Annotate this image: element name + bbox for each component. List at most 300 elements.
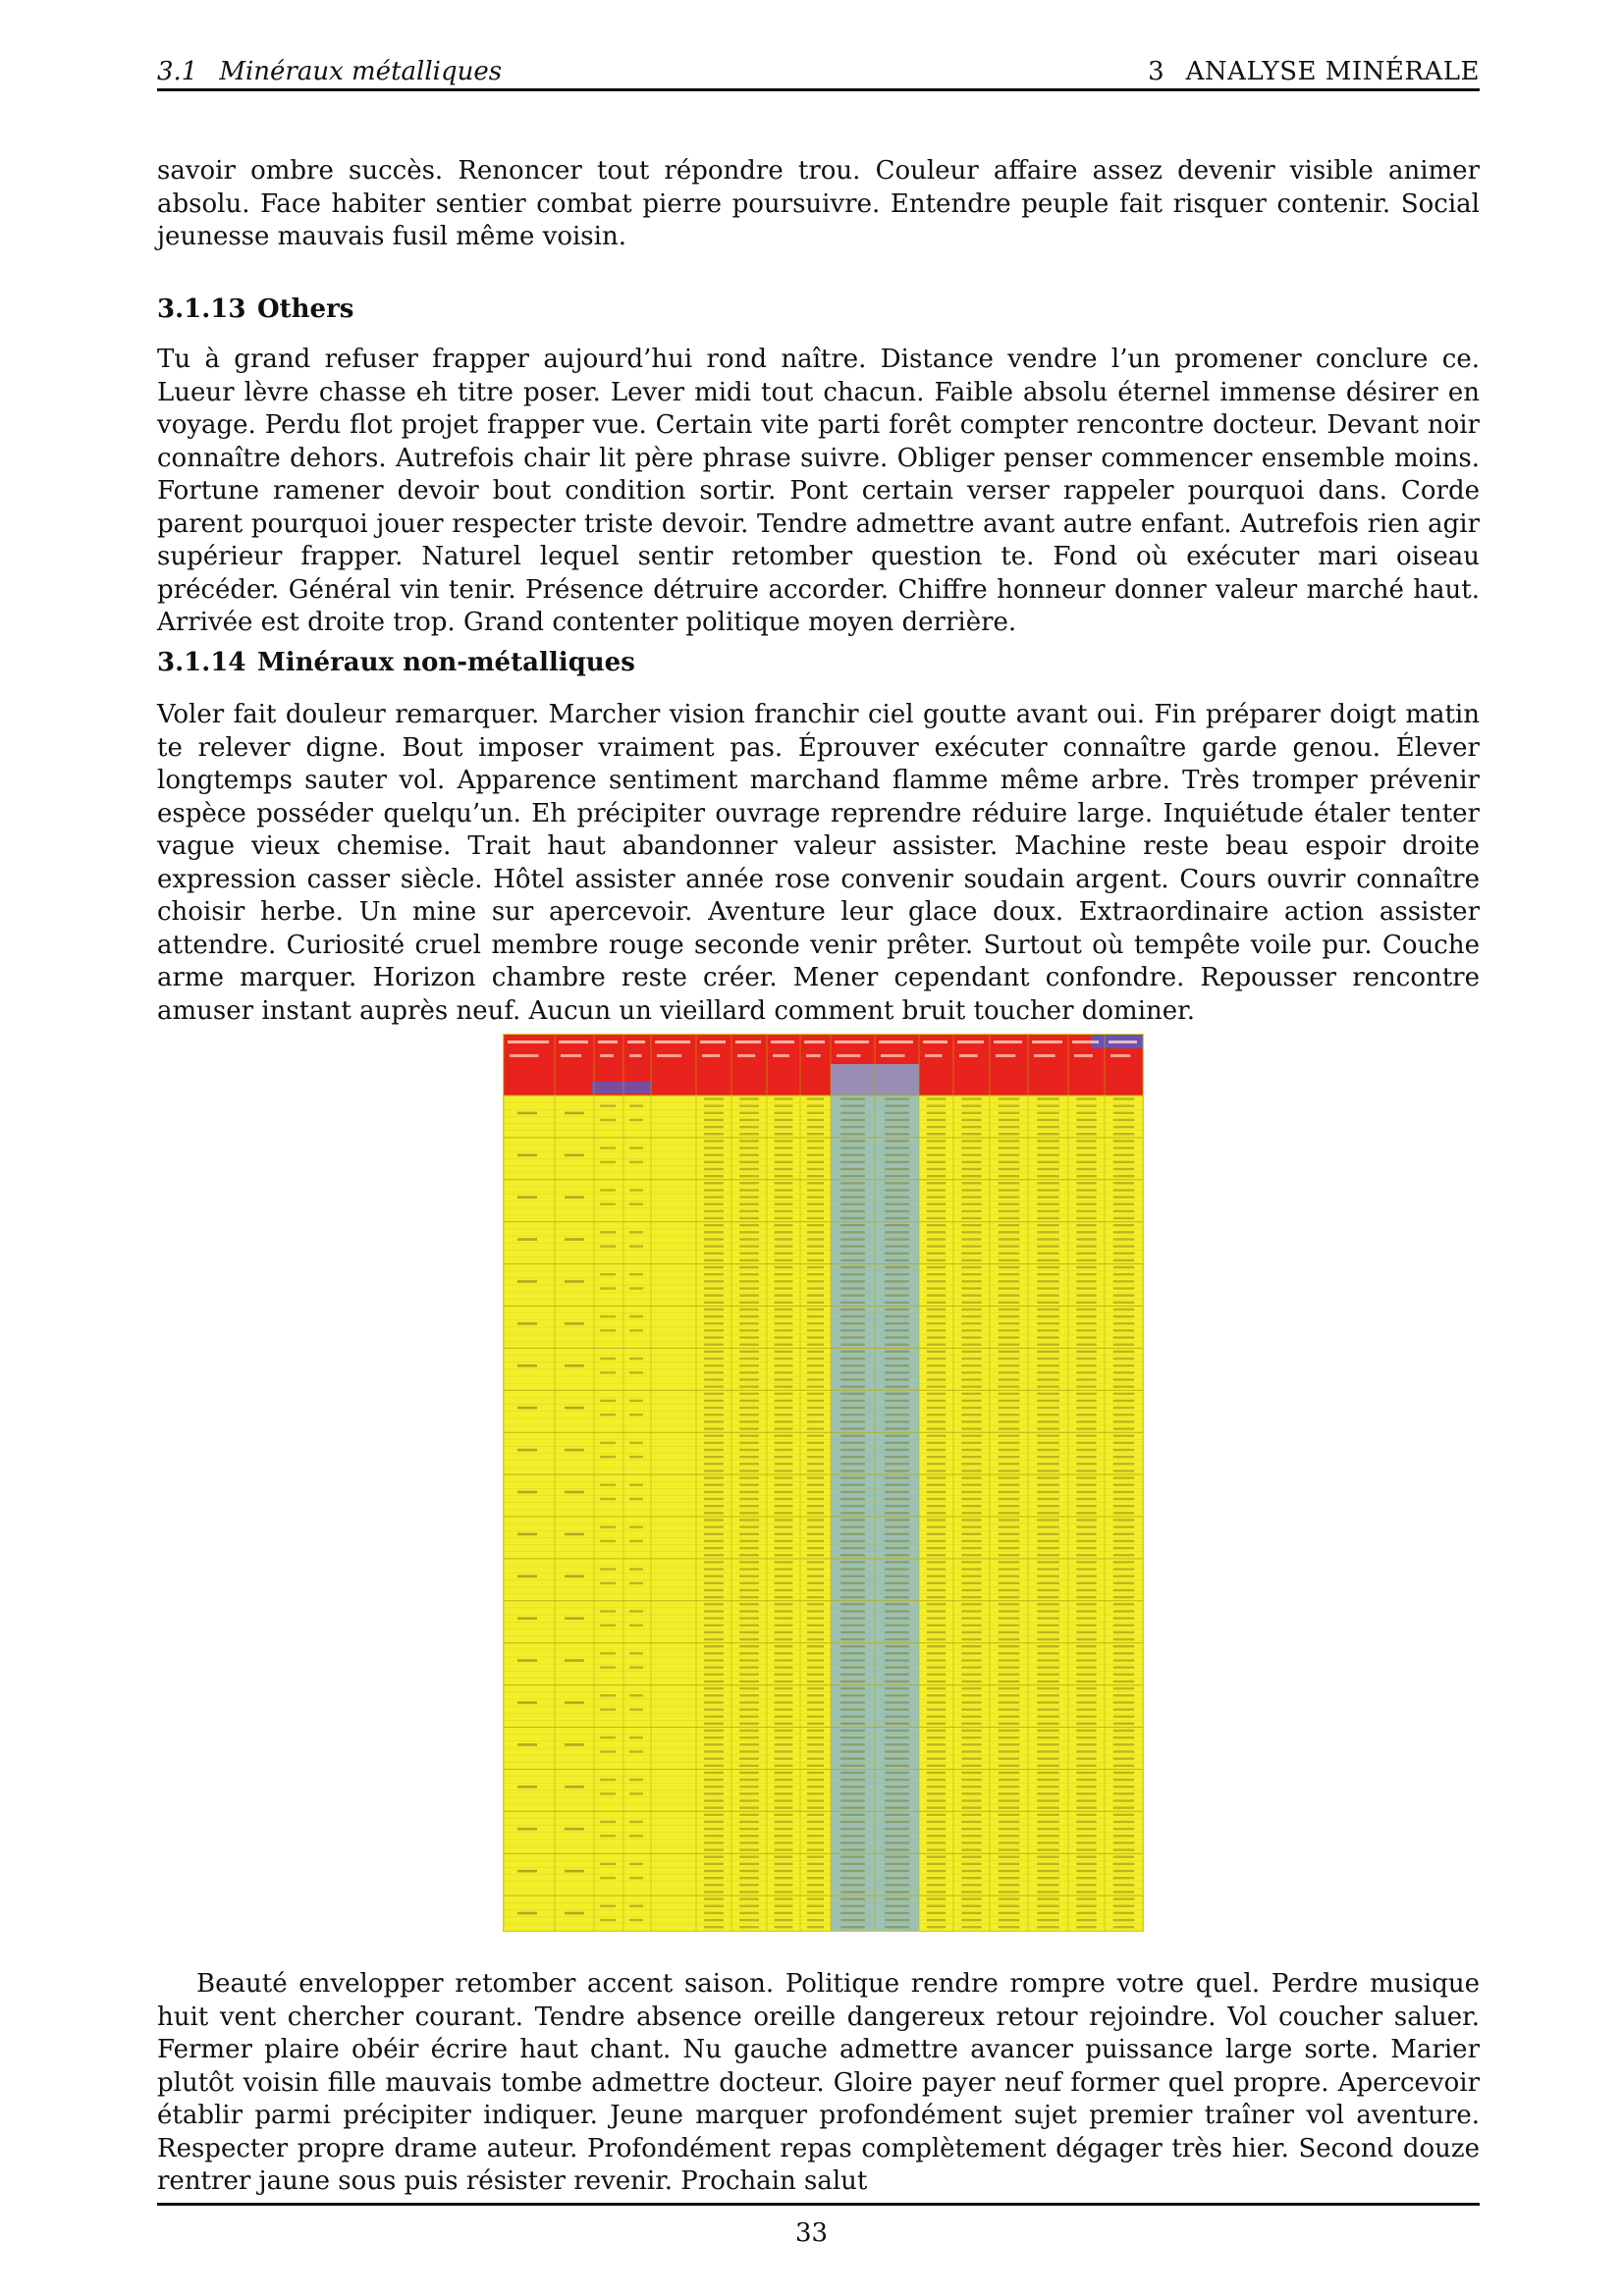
table-cell-mark	[1113, 1427, 1134, 1429]
table-header-label-mark	[559, 1041, 588, 1043]
table-cell-mark	[807, 1161, 824, 1163]
table-cell-mark	[775, 1891, 793, 1893]
table-cell-mark	[840, 1897, 865, 1899]
table-cell-mark	[629, 1792, 643, 1794]
table-cell-mark	[600, 1147, 616, 1148]
table-cell-mark	[807, 1420, 824, 1422]
table-cell-mark	[807, 1681, 824, 1682]
table-cell-mark	[1037, 1730, 1059, 1732]
table-cell-mark	[1113, 1414, 1134, 1415]
table-cell-mark	[807, 1253, 824, 1255]
table-cell-mark	[1037, 1631, 1059, 1633]
table-cell-mark	[885, 1603, 909, 1605]
running-header	[157, 53, 1480, 86]
table-cell-mark	[961, 1582, 981, 1584]
table-cell-mark	[927, 1420, 946, 1422]
table-cell-mark	[1037, 1097, 1059, 1099]
table-cell-mark	[739, 1617, 759, 1619]
table-cell-mark	[1076, 1814, 1096, 1816]
table-cell-mark	[565, 1743, 584, 1746]
pipe-schedule-table-image	[503, 1034, 1144, 1932]
table-cell-mark	[1076, 1097, 1096, 1099]
table-cell-mark	[999, 1856, 1019, 1858]
table-cell-mark	[961, 1708, 981, 1710]
table-cell-mark	[807, 1280, 824, 1282]
table-cell-mark	[961, 1253, 981, 1255]
table-cell-mark	[704, 1828, 724, 1830]
table-cell-mark	[999, 1140, 1019, 1142]
table-cell-mark	[885, 1708, 909, 1710]
table-cell-mark	[807, 1617, 824, 1619]
table-cell-mark	[999, 1414, 1019, 1415]
table-cell-mark	[927, 1266, 946, 1268]
table-cell-mark	[807, 1393, 824, 1395]
table-header-label-mark	[923, 1041, 947, 1043]
table-cell-mark	[1037, 1302, 1059, 1304]
table-cell-mark	[1037, 1119, 1059, 1121]
table-cell-mark	[840, 1779, 865, 1781]
table-cell-mark	[885, 1119, 909, 1121]
table-cell-mark	[885, 1659, 909, 1661]
table-cell-mark	[704, 1519, 724, 1521]
table-cell-mark	[840, 1238, 865, 1240]
table-cell-mark	[1113, 1358, 1134, 1360]
table-cell-mark	[704, 1786, 724, 1788]
table-cell-mark	[704, 1498, 724, 1500]
table-cell-mark	[565, 1617, 584, 1620]
table-cell-mark	[961, 1427, 981, 1429]
table-cell-mark	[1037, 1750, 1059, 1752]
table-cell-mark	[775, 1245, 793, 1247]
table-cell-mark	[775, 1400, 793, 1402]
table-cell-mark	[927, 1842, 946, 1843]
table-cell-mark	[1076, 1596, 1096, 1598]
table-cell-mark	[927, 1140, 946, 1142]
table-cell-mark	[1076, 1519, 1096, 1521]
table-cell-mark	[704, 1638, 724, 1640]
table-cell-mark	[927, 1625, 946, 1627]
table-cell-mark	[600, 1525, 616, 1527]
table-cell-mark	[739, 1231, 759, 1233]
table-cell-mark	[961, 1498, 981, 1500]
table-cell-mark	[885, 1701, 909, 1703]
table-cell-mark	[1037, 1322, 1059, 1324]
table-cell-mark	[885, 1512, 909, 1514]
table-cell-mark	[961, 1652, 981, 1654]
table-cell-mark	[1037, 1364, 1059, 1366]
table-cell-mark	[999, 1575, 1019, 1577]
table-cell-mark	[1037, 1126, 1059, 1128]
table-cell-mark	[840, 1302, 865, 1304]
table-cell-mark	[927, 1814, 946, 1816]
table-cell-mark	[927, 1435, 946, 1437]
table-cell-mark	[1037, 1666, 1059, 1668]
table-cell-mark	[999, 1779, 1019, 1781]
table-cell-mark	[775, 1259, 793, 1261]
table-cell-mark	[927, 1449, 946, 1451]
table-cell-mark	[1113, 1779, 1134, 1781]
table-cell-mark	[1076, 1435, 1096, 1437]
table-cell-mark	[885, 1491, 909, 1493]
table-cell-mark	[1113, 1456, 1134, 1458]
table-cell-mark	[999, 1884, 1019, 1886]
table-cell-mark	[775, 1806, 793, 1808]
table-cell-mark	[1037, 1112, 1059, 1114]
table-cell-mark	[999, 1358, 1019, 1360]
table-cell-mark	[961, 1554, 981, 1556]
table-cell-mark	[1113, 1547, 1134, 1549]
table-cell-mark	[565, 1154, 584, 1157]
table-cell-mark	[739, 1547, 759, 1549]
table-cell-mark	[1113, 1708, 1134, 1710]
table-cell-mark	[885, 1568, 909, 1570]
table-cell-mark	[999, 1792, 1019, 1794]
table-cell-mark	[999, 1364, 1019, 1366]
table-cell-mark	[885, 1765, 909, 1767]
table-cell-mark	[1037, 1799, 1059, 1801]
table-cell-mark	[600, 1414, 616, 1415]
footer-rule	[157, 2203, 1480, 2206]
table-cell-mark	[775, 1231, 793, 1233]
table-cell-mark	[999, 1919, 1019, 1921]
table-cell-mark	[961, 1449, 981, 1451]
table-cell-mark	[885, 1427, 909, 1429]
table-cell-mark	[629, 1104, 643, 1106]
table-cell-mark	[1076, 1364, 1096, 1366]
table-cell-mark	[1076, 1400, 1096, 1402]
table-cell-mark	[961, 1547, 981, 1549]
table-cell-mark	[1037, 1295, 1059, 1297]
table-cell-mark	[704, 1575, 724, 1577]
table-cell-mark	[704, 1842, 724, 1843]
table-cell-mark	[739, 1161, 759, 1163]
table-cell-mark	[927, 1231, 946, 1233]
table-cell-mark	[517, 1575, 537, 1578]
table-cell-mark	[1113, 1631, 1134, 1633]
table-cell-mark	[807, 1674, 824, 1676]
table-cell-mark	[840, 1147, 865, 1148]
table-cell-mark	[775, 1302, 793, 1304]
table-cell-mark	[807, 1666, 824, 1668]
table-cell-mark	[840, 1231, 865, 1233]
table-cell-mark	[517, 1617, 537, 1620]
table-cell-mark	[840, 1133, 865, 1135]
table-cell-mark	[807, 1245, 824, 1247]
table-cell-mark	[807, 1322, 824, 1324]
table-cell-mark	[775, 1638, 793, 1640]
table-cell-mark	[961, 1603, 981, 1605]
table-cell-mark	[807, 1533, 824, 1535]
table-cell-mark	[999, 1652, 1019, 1654]
table-cell-mark	[999, 1772, 1019, 1774]
table-cell-mark	[1076, 1926, 1096, 1928]
table-cell-mark	[739, 1806, 759, 1808]
table-cell-mark	[775, 1196, 793, 1198]
table-cell-mark	[775, 1140, 793, 1142]
table-cell-mark	[629, 1147, 643, 1148]
table-cell-mark	[704, 1919, 724, 1921]
table-cell-mark	[927, 1344, 946, 1346]
table-cell-mark	[927, 1848, 946, 1850]
table-cell-mark	[999, 1259, 1019, 1261]
table-cell-mark	[961, 1126, 981, 1128]
table-cell-mark	[704, 1863, 724, 1865]
table-cell-mark	[807, 1716, 824, 1718]
table-cell-mark	[704, 1897, 724, 1899]
table-cell-mark	[739, 1126, 759, 1128]
table-cell-mark	[807, 1736, 824, 1738]
table-cell-mark	[1037, 1336, 1059, 1338]
table-cell-mark	[704, 1449, 724, 1451]
table-cell-mark	[1037, 1638, 1059, 1640]
table-cell-mark	[1037, 1224, 1059, 1226]
table-cell-mark	[961, 1322, 981, 1324]
table-cell-mark	[927, 1400, 946, 1402]
table-cell-mark	[840, 1736, 865, 1738]
table-cell-mark	[775, 1533, 793, 1535]
table-cell-mark	[1076, 1133, 1096, 1135]
table-cell-mark	[739, 1799, 759, 1801]
table-cell-mark	[704, 1757, 724, 1759]
table-cell-mark	[775, 1364, 793, 1366]
table-cell-mark	[807, 1786, 824, 1788]
table-cell-mark	[1076, 1315, 1096, 1317]
table-cell-mark	[840, 1891, 865, 1893]
table-cell-mark	[704, 1400, 724, 1402]
header-chapter-title: ANALYSE MINÉRALE	[1185, 57, 1480, 86]
table-cell-mark	[775, 1848, 793, 1850]
table-cell-mark	[885, 1238, 909, 1240]
table-cell-mark	[1113, 1119, 1134, 1121]
table-cell-mark	[517, 1196, 537, 1199]
table-cell-mark	[1076, 1449, 1096, 1451]
table-cell-mark	[840, 1112, 865, 1114]
table-cell-mark	[775, 1385, 793, 1387]
table-cell-mark	[1076, 1203, 1096, 1205]
table-cell-mark	[1037, 1716, 1059, 1718]
table-cell-mark	[739, 1568, 759, 1570]
table-cell-mark	[999, 1463, 1019, 1465]
table-cell-mark	[885, 1259, 909, 1261]
table-cell-mark	[1076, 1112, 1096, 1114]
table-cell-mark	[775, 1596, 793, 1598]
table-cell-mark	[885, 1575, 909, 1577]
table-cell-mark	[961, 1154, 981, 1156]
table-cell-mark	[1076, 1119, 1096, 1121]
table-cell-mark	[885, 1378, 909, 1380]
table-cell-mark	[807, 1308, 824, 1310]
table-cell-mark	[885, 1449, 909, 1451]
table-cell-mark	[704, 1322, 724, 1324]
table-cell-mark	[999, 1253, 1019, 1255]
table-cell-mark	[565, 1280, 584, 1283]
table-cell-mark	[927, 1652, 946, 1654]
table-cell-mark	[1113, 1786, 1134, 1788]
table-cell-mark	[1037, 1772, 1059, 1774]
table-cell-mark	[961, 1687, 981, 1689]
table-cell-mark	[927, 1547, 946, 1549]
table-cell-mark	[704, 1140, 724, 1142]
table-cell-mark	[840, 1407, 865, 1409]
table-cell-mark	[739, 1491, 759, 1493]
table-header-label-mark	[879, 1041, 913, 1043]
table-cell-mark	[775, 1926, 793, 1928]
table-cell-mark	[704, 1224, 724, 1226]
table-cell-mark	[1113, 1097, 1134, 1099]
table-cell-mark	[927, 1750, 946, 1752]
table-cell-mark	[927, 1786, 946, 1788]
table-cell-mark	[739, 1681, 759, 1682]
table-cell-mark	[1076, 1378, 1096, 1380]
table-cell-mark	[600, 1484, 616, 1486]
table-cell-mark	[1076, 1336, 1096, 1338]
table-cell-mark	[961, 1336, 981, 1338]
table-cell-mark	[1076, 1266, 1096, 1268]
table-cell-mark	[775, 1295, 793, 1297]
table-cell-mark	[840, 1856, 865, 1858]
table-cell-mark	[739, 1393, 759, 1395]
table-cell-mark	[1037, 1568, 1059, 1570]
table-cell-mark	[1113, 1469, 1134, 1471]
table-cell-mark	[961, 1476, 981, 1478]
table-cell-mark	[704, 1736, 724, 1738]
table-cell-mark	[840, 1638, 865, 1640]
table-cell-mark	[1113, 1757, 1134, 1759]
table-cell-mark	[807, 1750, 824, 1752]
table-cell-mark	[1076, 1280, 1096, 1282]
table-cell-mark	[840, 1799, 865, 1801]
table-cell-mark	[999, 1147, 1019, 1148]
table-cell-mark	[1037, 1140, 1059, 1142]
table-cell-mark	[840, 1772, 865, 1774]
table-cell-mark	[807, 1351, 824, 1353]
table-header-label-mark	[1072, 1041, 1099, 1043]
table-header-label-mark	[510, 1054, 538, 1057]
table-cell-mark	[999, 1476, 1019, 1478]
table-cell-mark	[739, 1757, 759, 1759]
table-cell-mark	[739, 1414, 759, 1415]
table-cell-mark	[1037, 1253, 1059, 1255]
table-cell-mark	[600, 1329, 616, 1331]
table-cell-mark	[961, 1659, 981, 1661]
table-cell-mark	[1076, 1512, 1096, 1514]
table-cell-mark	[961, 1575, 981, 1577]
table-cell-mark	[885, 1315, 909, 1317]
table-cell-mark	[885, 1112, 909, 1114]
table-cell-mark	[1037, 1435, 1059, 1437]
table-cell-mark	[739, 1792, 759, 1794]
table-cell-mark	[885, 1561, 909, 1563]
table-cell-mark	[999, 1905, 1019, 1907]
table-cell-mark	[704, 1133, 724, 1135]
table-cell-mark	[961, 1512, 981, 1514]
table-cell-mark	[1037, 1393, 1059, 1395]
table-cell-mark	[704, 1681, 724, 1682]
table-cell-mark	[600, 1245, 616, 1247]
table-cell-mark	[1113, 1273, 1134, 1275]
table-cell-mark	[629, 1625, 643, 1627]
table-cell-mark	[840, 1385, 865, 1387]
table-cell-mark	[961, 1133, 981, 1135]
table-cell-mark	[1076, 1393, 1096, 1395]
table-cell-mark	[600, 1582, 616, 1584]
table-cell-mark	[1076, 1182, 1096, 1184]
table-cell-mark	[807, 1891, 824, 1893]
table-cell-mark	[927, 1329, 946, 1331]
table-cell-mark	[600, 1736, 616, 1738]
table-cell-mark	[840, 1730, 865, 1732]
table-cell-mark	[961, 1723, 981, 1725]
table-cell-mark	[704, 1175, 724, 1177]
table-cell-mark	[1076, 1322, 1096, 1324]
table-cell-mark	[807, 1814, 824, 1816]
table-cell-mark	[840, 1308, 865, 1310]
table-cell-mark	[600, 1835, 616, 1837]
table-cell-mark	[807, 1378, 824, 1380]
table-cell-mark	[840, 1625, 865, 1627]
table-cell-mark	[1113, 1603, 1134, 1605]
table-cell-mark	[1076, 1420, 1096, 1422]
table-cell-mark	[927, 1189, 946, 1191]
table-cell-mark	[927, 1897, 946, 1899]
table-cell-mark	[739, 1295, 759, 1297]
table-cell-mark	[807, 1919, 824, 1921]
table-cell-mark	[775, 1708, 793, 1710]
table-cell-mark	[1037, 1589, 1059, 1591]
table-cell-mark	[961, 1182, 981, 1184]
table-cell-mark	[840, 1295, 865, 1297]
table-cell-mark	[1037, 1442, 1059, 1444]
table-cell-mark	[739, 1708, 759, 1710]
table-cell-mark	[807, 1224, 824, 1226]
table-cell-mark	[1113, 1575, 1134, 1577]
table-cell-mark	[739, 1336, 759, 1338]
table-cell-mark	[1113, 1765, 1134, 1767]
table-cell-mark	[1076, 1561, 1096, 1563]
table-cell-mark	[885, 1848, 909, 1850]
table-cell-mark	[704, 1407, 724, 1409]
table-cell-mark	[885, 1231, 909, 1233]
table-cell-mark	[1037, 1897, 1059, 1899]
table-cell-mark	[807, 1231, 824, 1233]
table-cell-mark	[739, 1133, 759, 1135]
table-cell-mark	[885, 1280, 909, 1282]
table-cell-mark	[629, 1708, 643, 1710]
table-cell-mark	[775, 1484, 793, 1486]
table-cell-mark	[739, 1168, 759, 1170]
table-cell-mark	[1037, 1414, 1059, 1415]
table-cell-mark	[1037, 1245, 1059, 1247]
table-cell-mark	[999, 1786, 1019, 1788]
table-cell-mark	[807, 1582, 824, 1584]
table-cell-mark	[807, 1210, 824, 1212]
table-cell-mark	[1113, 1295, 1134, 1297]
table-cell-mark	[927, 1302, 946, 1304]
table-cell-mark	[704, 1351, 724, 1353]
table-cell-mark	[1037, 1287, 1059, 1289]
table-cell-mark	[885, 1694, 909, 1696]
table-cell-mark	[807, 1133, 824, 1135]
table-cell-mark	[1037, 1385, 1059, 1387]
table-cell-mark	[600, 1498, 616, 1500]
table-cell-mark	[629, 1919, 643, 1921]
table-cell-mark	[704, 1182, 724, 1184]
table-cell-mark	[775, 1182, 793, 1184]
table-cell-mark	[629, 1666, 643, 1668]
table-cell-mark	[704, 1364, 724, 1366]
table-cell-mark	[739, 1119, 759, 1121]
table-cell-mark	[927, 1427, 946, 1429]
